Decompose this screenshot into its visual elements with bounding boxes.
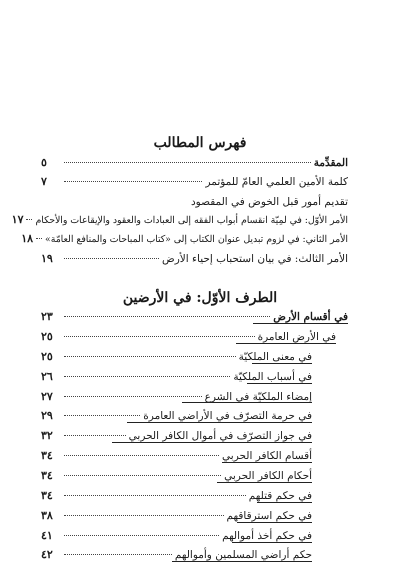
toc-title: فهرس المطالب <box>153 135 247 151</box>
toc-entry[interactable] <box>21 232 348 246</box>
entry-page: ٢٥ <box>41 350 53 363</box>
entry-label: أحكام الكافر الحربي <box>224 470 312 482</box>
entry-rule <box>247 383 312 384</box>
toc-entry[interactable] <box>11 213 348 227</box>
entry-rule <box>236 343 336 344</box>
toc-entry[interactable] <box>41 350 312 364</box>
dot-leader <box>64 316 270 317</box>
entry-label: تقديم أمور قبل الخوض في المقصود <box>190 196 348 208</box>
entry-page: ١٩ <box>41 252 53 265</box>
entry-page: ٢٣ <box>41 310 53 323</box>
dot-leader <box>64 415 140 416</box>
entry-label: الأمر الأوّل: في لمِيّة انقسام أبواب الفقه إلى العبادات والعقود والإيقاعات والأحكام <box>35 215 348 226</box>
entry-rule <box>222 462 312 463</box>
dot-leader <box>64 435 126 436</box>
entry-label: كلمة الأمين العلمي العامّ للمؤتمر <box>205 176 348 188</box>
entry-page: ٢٧ <box>41 390 53 403</box>
entry-label: في حرمة التصرّف في الأراضي العامرة <box>143 410 312 422</box>
entry-page: ٤٢ <box>41 548 53 561</box>
toc-entry[interactable] <box>41 330 336 344</box>
toc-entry[interactable] <box>41 175 348 189</box>
entry-rule <box>217 482 312 483</box>
entry-page: ١٧ <box>11 213 24 226</box>
dot-leader <box>64 515 224 516</box>
toc-entry[interactable] <box>41 489 312 503</box>
entry-label: في جواز التصرّف في أموال الكافر الحربي <box>128 430 312 442</box>
dot-leader <box>64 396 202 397</box>
dot-leader <box>64 376 230 377</box>
dot-leader <box>26 219 32 220</box>
toc-entry[interactable] <box>41 469 312 483</box>
entry-page: ٣٤ <box>41 469 53 482</box>
entry-page: ٣٨ <box>41 509 53 522</box>
entry-page: ٧ <box>41 175 47 188</box>
entry-label: الأمر الثالث: في بيان استحباب إحياء الأرض <box>162 253 348 265</box>
dot-leader <box>64 495 246 496</box>
dot-leader <box>64 258 159 259</box>
dot-leader <box>64 475 221 476</box>
entry-label: إمضاء الملكيّة في الشرع <box>204 391 312 403</box>
entry-page: ١٨ <box>21 232 34 245</box>
entry-label: في أسباب الملكيّة <box>233 371 312 383</box>
toc-entry[interactable] <box>41 429 312 443</box>
dot-leader <box>36 238 42 239</box>
entry-page: ٥ <box>41 156 47 169</box>
entry-page: ٣٢ <box>41 429 53 442</box>
entry-label: في أقسام الأرض <box>273 311 348 323</box>
dot-leader <box>64 455 219 456</box>
dot-leader <box>64 336 255 337</box>
dot-leader <box>64 181 202 182</box>
entry-rule <box>182 402 312 403</box>
dot-leader <box>64 554 172 555</box>
entry-label: حكم أراضي المسلمين وأموالهم <box>174 549 312 561</box>
entry-label: المقدِّمة <box>313 157 348 169</box>
toc-entry[interactable] <box>41 310 348 324</box>
toc-entry[interactable] <box>41 548 312 562</box>
dot-leader <box>64 356 236 357</box>
entry-page: ٢٥ <box>41 330 53 343</box>
entry-rule <box>252 363 312 364</box>
entry-label: في معنى الملكيّة <box>238 351 312 363</box>
toc-entry[interactable] <box>41 252 348 266</box>
entry-rule <box>257 502 312 503</box>
dot-leader <box>64 162 311 163</box>
entry-page: ٢٩ <box>41 409 53 422</box>
entry-label: أقسام الكافر الحربي <box>222 450 312 462</box>
toc-entry[interactable] <box>41 156 348 170</box>
toc-entry[interactable] <box>41 449 312 463</box>
entry-label: في الأرض العامرة <box>257 331 336 343</box>
entry-page: ٤١ <box>41 529 53 542</box>
entry-label: في حكم استرقاقهم <box>226 510 312 522</box>
toc-entry[interactable] <box>41 370 312 384</box>
dot-leader <box>64 535 219 536</box>
entry-rule <box>172 561 312 562</box>
entry-label: في حكم أخذ أموالهم <box>222 530 312 542</box>
section-title-first-part: الطرف الأوّل: في الأرضين <box>122 290 278 306</box>
entry-label: في حكم قتلهم <box>248 490 312 502</box>
toc-entry[interactable] <box>41 529 312 543</box>
entry-rule <box>232 542 312 543</box>
entry-rule <box>112 442 312 443</box>
entry-page: ٣٤ <box>41 489 53 502</box>
toc-entry[interactable] <box>41 409 312 423</box>
entry-page: ٢٦ <box>41 370 53 383</box>
toc-entry[interactable] <box>41 509 312 523</box>
entry-page: ٣٤ <box>41 449 53 462</box>
toc-entry[interactable] <box>191 195 348 209</box>
entry-rule <box>253 323 348 324</box>
entry-label: الأمر الثاني: في لزوم تبديل عنوان الكتاب إلى «كتاب المباحات والمنافع العامّة» <box>45 234 348 245</box>
entry-rule <box>237 522 312 523</box>
entry-rule <box>127 422 312 423</box>
